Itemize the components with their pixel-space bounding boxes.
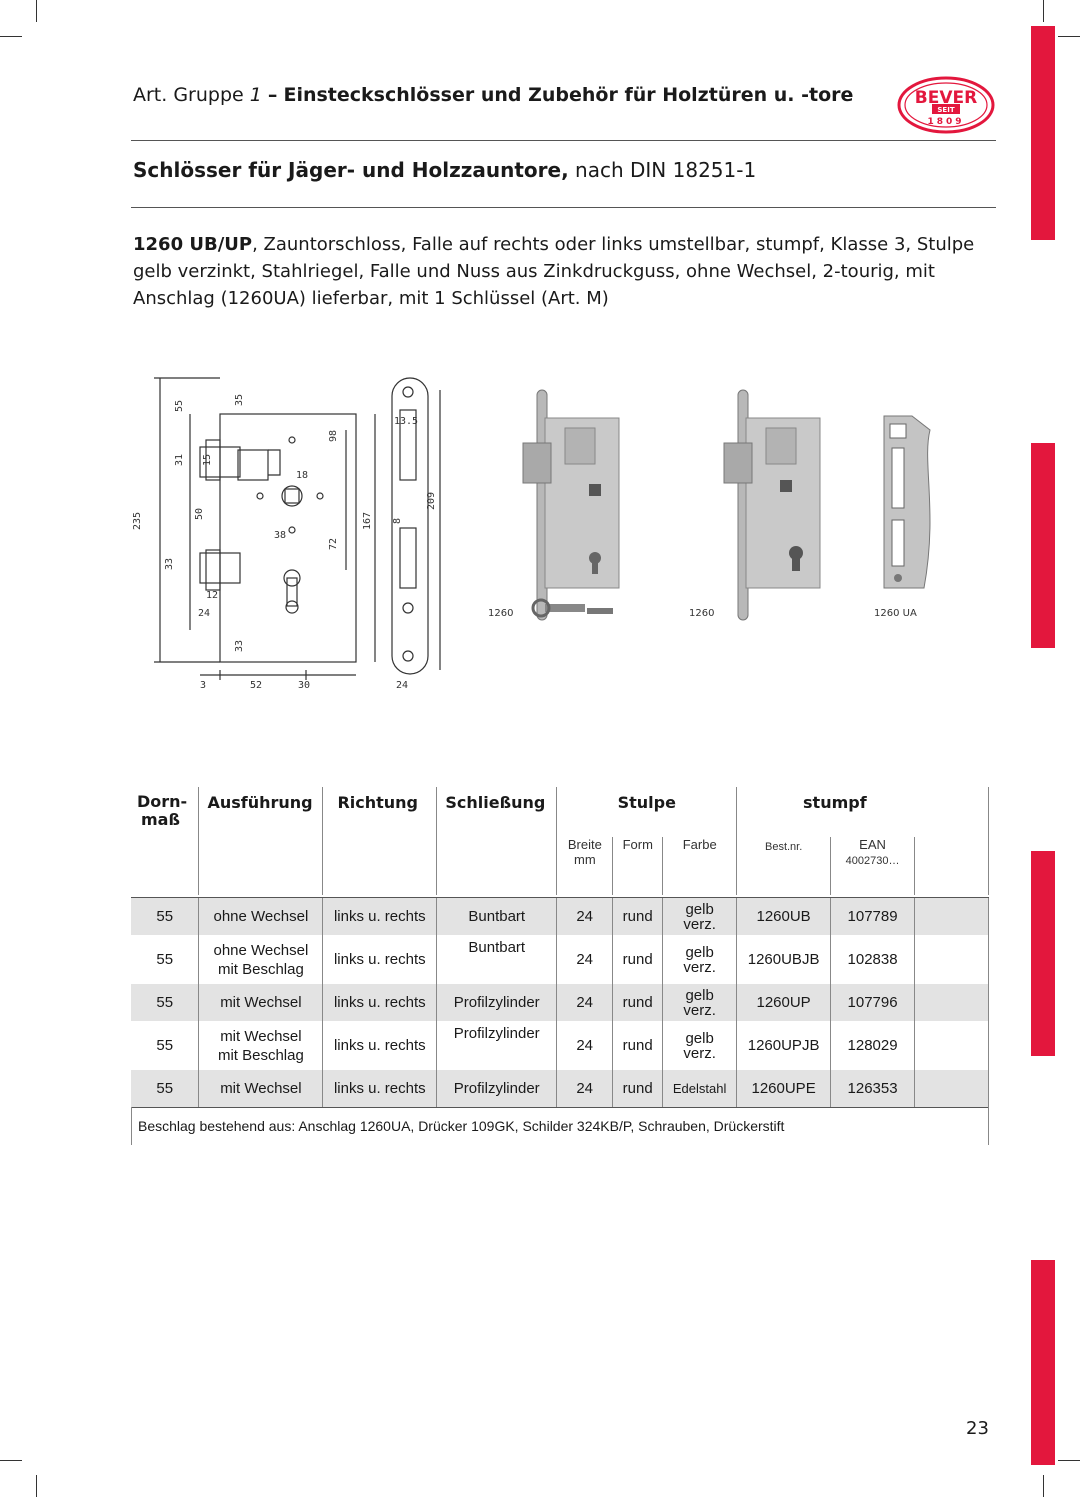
- product-photo: [872, 412, 942, 592]
- dim-label: 24: [396, 680, 409, 690]
- crop-mark: [36, 0, 37, 22]
- crop-mark: [0, 1460, 22, 1461]
- subheader-farbe: Farbe: [663, 837, 737, 895]
- crop-mark: [1058, 1460, 1080, 1461]
- dim-label: 33: [234, 639, 245, 652]
- col-header-ausfuehrung: Ausführung: [199, 787, 323, 837]
- table-row: 55 mit Wechsel links u. rechts Profilzylinder 24 rund Edelstahl 1260UPE 126353: [131, 1070, 989, 1107]
- dim-label: 24: [198, 608, 211, 619]
- dim-label: 15: [202, 453, 213, 466]
- subtitle-bold: Schlösser für Jäger- und Holzzauntore,: [133, 158, 569, 182]
- divider: [131, 207, 996, 208]
- product-text: , Zauntorschloss, Falle auf rechts oder links umstellbar, stumpf, Klasse 3, Stulpe gelb verzinkt, Stahlriegel, Falle und Nuss aus Zinkdruckguss, ohne Wechsel, 2-tourig, mit Anschlag (1260UA) lieferbar, mit 1 Schlüssel (Art. M): [133, 234, 975, 309]
- table-bottom-rule: [131, 1107, 989, 1108]
- col-header-stulpe: Stulpe: [557, 787, 737, 837]
- header-title: Einsteckschlösser und Zubehör für Holztüren u. -tore: [283, 84, 854, 106]
- logo-year: 1809: [927, 117, 965, 127]
- product-description: [133, 231, 993, 312]
- bever-logo: [896, 75, 996, 135]
- table-rows: [131, 898, 989, 1107]
- dim-label: 38: [274, 530, 287, 541]
- crop-mark: [1043, 1475, 1044, 1497]
- crop-mark: [36, 1475, 37, 1497]
- product-photo: [515, 388, 635, 628]
- table-left-edge: [131, 1107, 132, 1145]
- col-header-dornmass: Dorn- maß: [131, 787, 199, 837]
- crop-mark: [1058, 36, 1080, 37]
- subheader-bestnr: Best.nr.: [737, 837, 831, 895]
- crop-mark: [0, 36, 22, 37]
- logo-brand: BEVER: [914, 88, 978, 108]
- dim-label: 8: [392, 517, 403, 524]
- table-footnote: Beschlag bestehend aus: Anschlag 1260UA, Drücker 109GK, Schilder 324KB/P, Schrauben, Drückerstift: [138, 1118, 785, 1134]
- col-header-schliessung: Schließung: [437, 787, 557, 837]
- dim-label: 235: [132, 511, 143, 530]
- subheader-ean: EAN 4002730…: [831, 837, 915, 895]
- section-subtitle: [133, 158, 756, 182]
- dim-label: 35: [234, 393, 245, 406]
- section-header: [133, 84, 853, 106]
- subheader-breite: Breite mm: [557, 837, 613, 895]
- dim-label: 209: [426, 491, 437, 510]
- dim-label: 31: [174, 453, 185, 466]
- photo-caption: 1260: [488, 608, 514, 619]
- dim-label: 72: [328, 537, 339, 550]
- technical-drawing: [130, 370, 450, 690]
- table-row: 55 mit Wechsel mit Beschlag links u. rechts Profilzylinder 24 rund gelb verz. 1260UPJB 128029: [131, 1021, 989, 1070]
- group-number: 1: [249, 84, 262, 106]
- table-row: 55 ohne Wechsel mit Beschlag links u. rechts Buntbart 24 rund gelb verz. 1260UBJB 102838: [131, 935, 989, 984]
- dim-label: 3: [200, 680, 207, 690]
- dim-label: 52: [250, 680, 263, 690]
- table-row: 55 mit Wechsel links u. rechts Profilzylinder 24 rund gelb verz. 1260UP 107796: [131, 984, 989, 1021]
- table-body: [131, 897, 989, 1107]
- product-photo: [716, 388, 836, 628]
- dim-label: 12: [206, 590, 219, 601]
- dim-label: 33: [164, 557, 175, 570]
- dim-label: 167: [362, 511, 373, 530]
- dim-label: 50: [194, 507, 205, 520]
- side-tab: [1031, 851, 1055, 1056]
- col-header-richtung: Richtung: [323, 787, 437, 837]
- dim-label: 18: [296, 470, 309, 481]
- header-prefix: Art. Gruppe: [133, 84, 244, 106]
- photo-caption: 1260 UA: [874, 608, 917, 619]
- dim-label: 55: [174, 399, 185, 412]
- dim-label: 13.5: [394, 416, 419, 427]
- table-row: 55 ohne Wechsel links u. rechts Buntbart 24 rund gelb verz. 1260UB 107789: [131, 898, 989, 935]
- side-tab: [1031, 443, 1055, 648]
- header-dash: –: [267, 84, 278, 106]
- crop-mark: [1043, 0, 1044, 22]
- product-table: [131, 787, 989, 895]
- product-model: 1260 UB/UP: [133, 234, 253, 255]
- side-tab: [1031, 1260, 1055, 1465]
- logo-since: SEIT: [937, 106, 955, 114]
- photo-caption: 1260: [689, 608, 715, 619]
- page-number: 23: [966, 1418, 989, 1439]
- dim-label: 98: [328, 429, 339, 442]
- table-right-edge: [988, 1107, 989, 1145]
- subtitle-norm: nach DIN 18251-1: [575, 158, 757, 182]
- col-header-stumpf: stumpf: [803, 793, 867, 812]
- dim-label: 30: [298, 680, 311, 690]
- divider: [131, 140, 996, 141]
- side-tab: [1031, 26, 1055, 240]
- subheader-form: Form: [613, 837, 663, 895]
